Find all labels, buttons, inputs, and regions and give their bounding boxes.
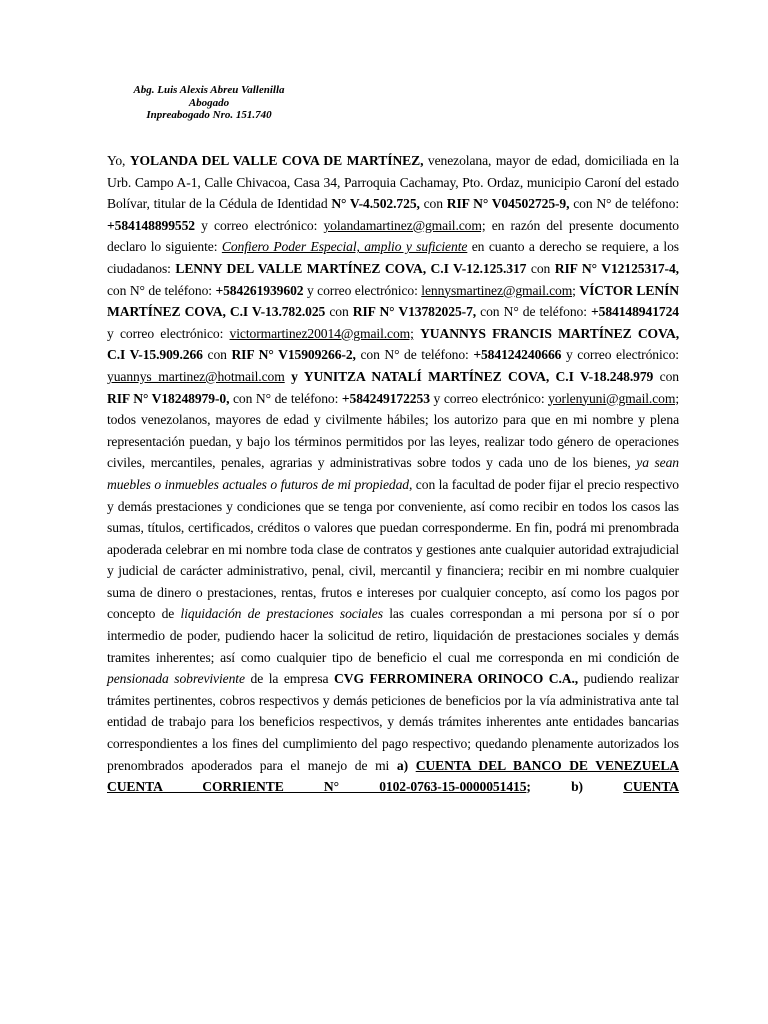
attorney-2-email-link[interactable]: victormartinez20014@gmail.com; — [229, 325, 414, 341]
grantor-phone: +584148899552 — [107, 217, 196, 233]
text-segment: las cuales correspondan a mi persona por sí o por intermedio de poder, pudiendo hacer la solicitud de retiro, liquidación de prestaciones sociales y demás tramites inherentes; así como cualquier tipo de beneficio el cual me corresponda en mi condición de — [107, 606, 679, 665]
text-segment: pudiendo realizar trámites pertinentes, cobros respectivos y demás peticiones de beneficios por la vía administrativa ante tal entidad de trabajo para los beneficios respectivos, y demás trámites inherentes ante entidades bancarias correspondientes a los fines del cumplimiento del pago respectivo; quedando plenamente autorizados los prenombrados apoderados para el manejo de mi — [107, 671, 679, 773]
text-segment: en cuanto a derecho se requiere, a los ciudadanos: — [107, 239, 679, 276]
text-segment: con — [526, 260, 555, 276]
text-segment: todos venezolanos, mayores de edad y civilmente hábiles; los autorizo para que en mi nombre y plena representación puedan, y bajo los términos permitidos por las leyes, realizar todo género de operaciones civiles, mercantiles, penales, agrarias y administrativas sobre todos y cada uno de los bienes, — [107, 412, 679, 471]
attorney-2-name: VÍCTOR LENÍN MARTÍNEZ COVA, C.I V-13.782.025 — [107, 282, 679, 320]
text-segment: y correo electrónico: — [195, 217, 324, 233]
text-segment: con N° de teléfono: — [107, 282, 216, 298]
grantor-rif: RIF N° V04502725-9, — [446, 196, 570, 212]
attorney-3-rif: RIF N° V15909266-2, — [231, 347, 356, 363]
text-segment: ; — [526, 779, 572, 795]
grantor-id: N° V-4.502.725, — [331, 196, 420, 212]
account-b-marker: b) — [571, 779, 583, 795]
property-clause: ya sean muebles o inmuebles actuales o futuros de mi propiedad — [107, 455, 679, 492]
attorney-4-rif: RIF N° V18248979-0, — [107, 390, 230, 406]
text-segment: con N° de teléfono: — [355, 347, 474, 363]
grantor-email-link[interactable]: yolandamartinez@gmail.com; — [323, 217, 486, 233]
attorney-1-rif: RIF N° V12125317-4, — [554, 260, 679, 276]
lawyer-registry: Inpreabogado Nro. 151.740 — [146, 109, 272, 121]
text-segment: con N° de teléfono: — [476, 304, 591, 320]
grant-clause: Confiero Poder Especial, amplio y suficiente — [221, 239, 468, 255]
text-segment: venezolana, mayor de edad, domiciliada en la Urb. Campo A-1, Calle Chivacoa, Casa 34, Parroquia Cachamay, Pto. Ordaz, municipio Caroní del estado Bolívar, titular de la Cédula de Identidad — [107, 153, 679, 212]
attorney-4-phone: +584249172253 — [341, 390, 430, 406]
text-segment: , con la facultad de poder fijar el precio respectivo y demás prestaciones y condiciones que se tenga por conveniente, así como recibir en todos los casos las sumas, títulos, certificados, créditos o valores que puedan corresponderme. En fin, podrá mi prenombrada apoderada celebrar en mi nombre toda clase de contratos y gestiones ante cualquier autoridad extrajudicial y judicial de carácter administrativo, penal, civil, mercantil y financiera; recibir en mi nombre cualquier suma de dinero o prestaciones, rentas, frutos e intereses por cualquier concepto, así como los pagos por concepto de — [107, 476, 679, 622]
attorney-4-name: y YUNITZA NATALÍ MARTÍNEZ COVA, C.I V-18.248.979 — [291, 368, 654, 384]
attorney-3-email-link[interactable]: yuannys_martinez@hotmail.com — [107, 368, 285, 384]
attorney-3-phone: +584124240666 — [473, 347, 562, 363]
account-a: CUENTA DEL BANCO DE VENEZUELA CUENTA CORRIENTE N° 0102-0763-15-0000051415 — [107, 757, 679, 795]
attorney-2-phone: +584148941724 — [590, 304, 679, 320]
attorney-2-rif: RIF N° V13782025-7, — [352, 304, 477, 320]
attorney-1-email-link[interactable]: lennysmartinez@gmail.com; — [421, 282, 576, 298]
account-a-marker: a) — [396, 757, 409, 773]
text-segment: en razón del presente documento declaro lo siguiente: — [107, 217, 680, 255]
letterhead — [114, 84, 304, 122]
attorney-1-phone: +584261939602 — [215, 282, 304, 298]
attorney-1-name: LENNY DEL VALLE MARTÍNEZ COVA, C.I V-12.125.317 — [175, 260, 527, 276]
liquidation-clause: liquidación de prestaciones sociales — [180, 606, 383, 622]
text-segment: y correo electrónico: — [561, 347, 679, 363]
company-name: CVG FERROMINERA ORINOCO C.A., — [334, 671, 579, 687]
text-segment — [583, 779, 623, 794]
text-segment: con — [325, 304, 353, 320]
attorney-3-name: YUANNYS FRANCIS MARTÍNEZ COVA, C.I V-15.909.266 — [107, 325, 679, 363]
pension-clause: pensionada sobreviviente — [107, 671, 245, 687]
power-of-attorney-paragraph — [107, 150, 679, 798]
attorney-4-email-link[interactable]: yorlenyuni@gmail.com; — [548, 390, 680, 406]
text-segment: con N° de teléfono: — [569, 196, 680, 212]
text-segment — [408, 758, 416, 773]
text-segment: y correo electrónico: — [429, 390, 549, 406]
text-segment: con — [202, 347, 232, 363]
text-segment: de la empresa — [244, 671, 335, 687]
lawyer-title: Abogado — [188, 96, 230, 109]
text-segment: con — [653, 368, 679, 384]
account-b: CUENTA — [623, 779, 679, 795]
text-segment: con N° de teléfono: — [229, 390, 342, 406]
grantor-name: YOLANDA DEL VALLE COVA DE MARTÍNEZ, — [129, 153, 424, 168]
text-segment: con — [419, 196, 447, 212]
text-segment: y correo electrónico: — [303, 282, 422, 298]
text-segment: y correo electrónico: — [107, 325, 230, 341]
lawyer-name: Abg. Luis Alexis Abreu Vallenilla — [133, 84, 285, 96]
text-segment: Yo, — [107, 153, 130, 168]
